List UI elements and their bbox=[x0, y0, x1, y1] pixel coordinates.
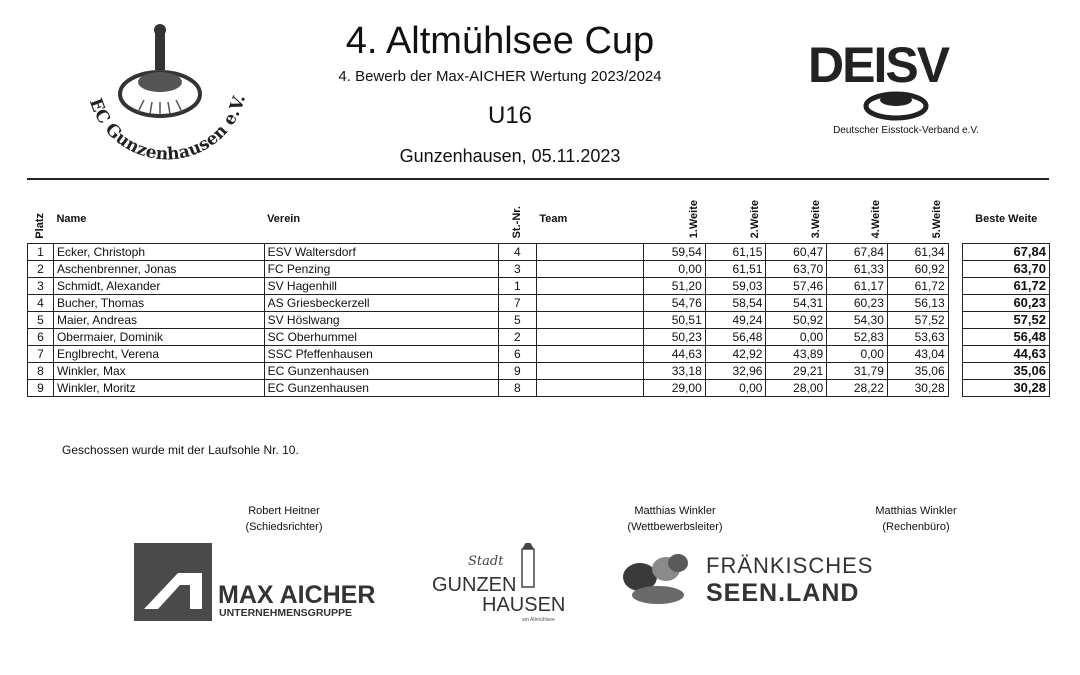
cell-weite-3: 57,46 bbox=[766, 277, 827, 294]
cell-weite-4: 54,30 bbox=[827, 311, 888, 328]
cell-weite-3: 28,00 bbox=[766, 379, 827, 396]
cell-weite-3: 0,00 bbox=[766, 328, 827, 345]
cell-stnr: 2 bbox=[498, 328, 536, 345]
cell-weite-2: 59,03 bbox=[705, 277, 766, 294]
cell-beste-weite: 30,28 bbox=[963, 379, 1050, 396]
cell-weite-2: 0,00 bbox=[705, 379, 766, 396]
cell-name: Bucher, Thomas bbox=[53, 294, 264, 311]
cell-weite-5: 43,04 bbox=[887, 345, 948, 362]
cell-team bbox=[536, 362, 643, 379]
header-weite-3: 3.Weite bbox=[809, 200, 822, 239]
cell-weite-4: 61,33 bbox=[827, 260, 888, 277]
cell-platz: 1 bbox=[28, 243, 54, 260]
svg-text:EC Gunzenhausen e.V. bbox=[85, 93, 250, 165]
signature-competition-lead bbox=[575, 503, 775, 535]
maxaicher-sub: UNTERNEHMENSGRUPPE bbox=[219, 607, 353, 619]
place-date: Gunzenhausen, 05.11.2023 bbox=[399, 146, 621, 166]
cell-name: Englbrecht, Verena bbox=[53, 345, 264, 362]
table-row bbox=[28, 294, 1050, 311]
cell-stnr: 5 bbox=[498, 311, 536, 328]
cell-team bbox=[536, 243, 643, 260]
signature-name: Matthias Winkler bbox=[634, 505, 716, 517]
cell-weite-2: 32,96 bbox=[705, 362, 766, 379]
header-beste-weite: Beste Weite bbox=[975, 212, 1038, 225]
cell-weite-5: 57,52 bbox=[887, 311, 948, 328]
cell-weite-2: 42,92 bbox=[705, 345, 766, 362]
header-platz: Platz bbox=[34, 212, 47, 239]
page-subtitle: 4. Bewerb der Max-AICHER Wertung 2023/2024 bbox=[338, 68, 662, 85]
cell-verein: EC Gunzenhausen bbox=[264, 379, 498, 396]
cell-platz: 3 bbox=[28, 277, 54, 294]
gunzen-small: am Altmühlsee bbox=[522, 617, 555, 623]
header-weite-1: 1.Weite bbox=[688, 200, 701, 239]
cell-weite-1: 44,63 bbox=[644, 345, 706, 362]
cell-weite-4: 31,79 bbox=[827, 362, 888, 379]
cell-beste-weite: 67,84 bbox=[963, 243, 1050, 260]
cell-platz: 2 bbox=[28, 260, 54, 277]
cell-stnr: 6 bbox=[498, 345, 536, 362]
cell-stnr: 9 bbox=[498, 362, 536, 379]
header-weite-4: 4.Weite bbox=[870, 200, 883, 239]
table-row bbox=[28, 379, 1050, 396]
cell-verein: AS Griesbeckerzell bbox=[264, 294, 498, 311]
cell-platz: 5 bbox=[28, 311, 54, 328]
table-row bbox=[28, 362, 1050, 379]
cell-weite-5: 56,13 bbox=[887, 294, 948, 311]
cell-verein: SC Oberhummel bbox=[264, 328, 498, 345]
gunzen-stadt: Stadt bbox=[468, 554, 504, 569]
maxaicher-logo bbox=[134, 543, 394, 623]
cell-team bbox=[536, 328, 643, 345]
cell-weite-1: 51,20 bbox=[644, 277, 706, 294]
deisv-full-name: Deutscher Eisstock-Verband e.V. bbox=[833, 125, 979, 136]
cell-weite-1: 29,00 bbox=[644, 379, 706, 396]
cell-platz: 7 bbox=[28, 345, 54, 362]
cell-name: Winkler, Max bbox=[53, 362, 264, 379]
table-row bbox=[28, 243, 1050, 260]
cell-stnr: 3 bbox=[498, 260, 536, 277]
cell-name: Winkler, Moritz bbox=[53, 379, 264, 396]
cell-weite-2: 56,48 bbox=[705, 328, 766, 345]
cell-beste-weite: 35,06 bbox=[963, 362, 1050, 379]
cell-verein: FC Penzing bbox=[264, 260, 498, 277]
cell-verein: SSC Pfeffenhausen bbox=[264, 345, 498, 362]
maxaicher-name: MAX AICHER bbox=[218, 581, 376, 609]
cell-verein: ESV Waltersdorf bbox=[264, 243, 498, 260]
cell-team bbox=[536, 311, 643, 328]
page-title: 4. Altmühlsee Cup bbox=[345, 20, 655, 62]
cell-weite-2: 61,15 bbox=[705, 243, 766, 260]
cell-weite-4: 61,17 bbox=[827, 277, 888, 294]
cell-weite-1: 59,54 bbox=[644, 243, 706, 260]
header-rule bbox=[27, 178, 1049, 180]
cell-weite-2: 58,54 bbox=[705, 294, 766, 311]
cell-weite-3: 43,89 bbox=[766, 345, 827, 362]
seenland-line-2: SEEN.LAND bbox=[706, 579, 860, 607]
cell-weite-5: 35,06 bbox=[887, 362, 948, 379]
cell-team bbox=[536, 379, 643, 396]
cell-weite-4: 52,83 bbox=[827, 328, 888, 345]
cell-stnr: 4 bbox=[498, 243, 536, 260]
cell-beste-weite: 56,48 bbox=[963, 328, 1050, 345]
cell-weite-2: 61,51 bbox=[705, 260, 766, 277]
cell-verein: EC Gunzenhausen bbox=[264, 362, 498, 379]
signature-name: Matthias Winkler bbox=[875, 505, 957, 517]
cell-weite-5: 53,63 bbox=[887, 328, 948, 345]
cell-beste-weite: 61,72 bbox=[963, 277, 1050, 294]
cell-team bbox=[536, 260, 643, 277]
cell-weite-3: 60,47 bbox=[766, 243, 827, 260]
cell-weite-3: 54,31 bbox=[766, 294, 827, 311]
header-stnr: St.-Nr. bbox=[511, 206, 524, 239]
cell-stnr: 7 bbox=[498, 294, 536, 311]
cell-platz: 9 bbox=[28, 379, 54, 396]
table-row bbox=[28, 311, 1050, 328]
cell-weite-3: 29,21 bbox=[766, 362, 827, 379]
header-weite-5: 5.Weite bbox=[931, 200, 944, 239]
cell-beste-weite: 60,23 bbox=[963, 294, 1050, 311]
cell-weite-2: 49,24 bbox=[705, 311, 766, 328]
cell-weite-1: 50,23 bbox=[644, 328, 706, 345]
cell-weite-4: 28,22 bbox=[827, 379, 888, 396]
cell-platz: 8 bbox=[28, 362, 54, 379]
seenland-logo bbox=[618, 543, 888, 613]
club-logo-text: EC Gunzenhausen e.V. bbox=[84, 92, 251, 165]
cell-beste-weite: 63,70 bbox=[963, 260, 1050, 277]
header-verein: Verein bbox=[267, 212, 301, 225]
gunzenhausen-logo bbox=[430, 543, 570, 623]
footer-note: Geschossen wurde mit der Laufsohle Nr. 10. bbox=[62, 443, 299, 457]
cell-stnr: 1 bbox=[498, 277, 536, 294]
cell-weite-5: 60,92 bbox=[887, 260, 948, 277]
header-team: Team bbox=[539, 212, 568, 225]
cell-weite-4: 60,23 bbox=[827, 294, 888, 311]
cell-beste-weite: 57,52 bbox=[963, 311, 1050, 328]
table-row bbox=[28, 345, 1050, 362]
signature-role: (Wettbewerbsleiter) bbox=[627, 521, 723, 533]
cell-weite-5: 61,72 bbox=[887, 277, 948, 294]
cell-team bbox=[536, 294, 643, 311]
header-weite-2: 2.Weite bbox=[748, 200, 761, 239]
cell-name: Ecker, Christoph bbox=[53, 243, 264, 260]
cell-team bbox=[536, 345, 643, 362]
category-label: U16 bbox=[487, 102, 533, 129]
table-row bbox=[28, 277, 1050, 294]
cell-weite-4: 0,00 bbox=[827, 345, 888, 362]
cell-verein: SV Höslwang bbox=[264, 311, 498, 328]
results-table bbox=[27, 195, 1050, 397]
signature-referee bbox=[184, 503, 384, 535]
cell-weite-1: 33,18 bbox=[644, 362, 706, 379]
cell-name: Aschenbrenner, Jonas bbox=[53, 260, 264, 277]
deisv-mark: DEISV bbox=[808, 40, 949, 93]
cell-weite-1: 54,76 bbox=[644, 294, 706, 311]
signature-role: (Schiedsrichter) bbox=[245, 521, 323, 533]
cell-name: Maier, Andreas bbox=[53, 311, 264, 328]
cell-weite-3: 50,92 bbox=[766, 311, 827, 328]
cell-stnr: 8 bbox=[498, 379, 536, 396]
cell-team bbox=[536, 277, 643, 294]
signature-name: Robert Heitner bbox=[248, 505, 320, 517]
seenland-line-1: FRÄNKISCHES bbox=[706, 553, 874, 578]
table-row bbox=[28, 328, 1050, 345]
signature-role: (Rechenbüro) bbox=[882, 521, 950, 533]
cell-beste-weite: 44,63 bbox=[963, 345, 1050, 362]
header-name: Name bbox=[56, 212, 87, 225]
cell-platz: 6 bbox=[28, 328, 54, 345]
cell-weite-3: 63,70 bbox=[766, 260, 827, 277]
cell-name: Obermaier, Dominik bbox=[53, 328, 264, 345]
cell-weite-1: 0,00 bbox=[644, 260, 706, 277]
gunzen-line-2: HAUSEN bbox=[482, 594, 566, 616]
signature-computing-office bbox=[816, 503, 1016, 535]
table-row bbox=[28, 260, 1050, 277]
cell-weite-1: 50,51 bbox=[644, 311, 706, 328]
cell-weite-4: 67,84 bbox=[827, 243, 888, 260]
cell-platz: 4 bbox=[28, 294, 54, 311]
club-logo bbox=[78, 22, 258, 172]
gunzen-line-1: GUNZEN bbox=[432, 574, 517, 596]
cell-weite-5: 61,34 bbox=[887, 243, 948, 260]
cell-verein: SV Hagenhill bbox=[264, 277, 498, 294]
cell-name: Schmidt, Alexander bbox=[53, 277, 264, 294]
cell-weite-5: 30,28 bbox=[887, 379, 948, 396]
